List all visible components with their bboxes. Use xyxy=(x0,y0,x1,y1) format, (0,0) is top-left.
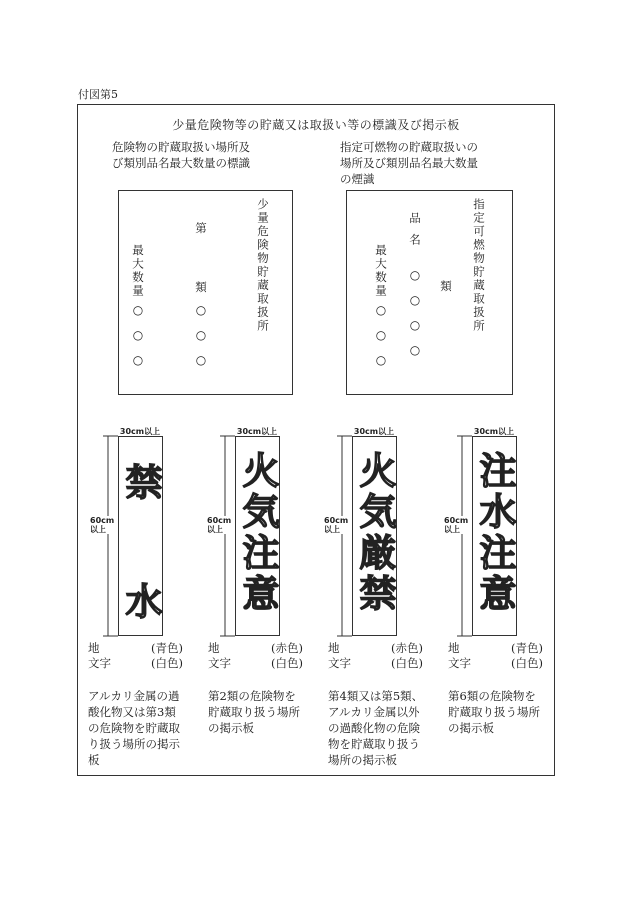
left-col-heading: 少量危険物貯蔵取扱所 xyxy=(256,198,270,333)
sign-2-chars: 火気注意 xyxy=(236,451,279,615)
sign-1-width-label: 30cm以上 xyxy=(119,427,161,436)
sign-4-board xyxy=(472,436,517,636)
sign-2-description: 第2類の危険物を 貯蔵取り扱う場所 の掲示板 xyxy=(208,689,300,735)
sign-1-char-top: 禁 xyxy=(119,463,162,504)
sign-4 xyxy=(442,422,552,638)
sign-4-colors: 地 (青色) 文字 (白色) xyxy=(448,641,543,670)
sign-2-board xyxy=(235,436,280,636)
right-panel-caption: 指定可燃物の貯蔵取扱いの 場所及び類別品名最大数量 の煙識 xyxy=(340,140,478,186)
sign-3 xyxy=(322,422,432,638)
sign-3-colors: 地 (赤色) 文字 (白色) xyxy=(328,641,423,670)
sign-4-chars: 注水注意 xyxy=(473,451,516,615)
sign-3-width-label: 30cm以上 xyxy=(353,427,395,436)
sign-1-char-bottom: 水 xyxy=(119,582,162,623)
sign-1-colors: 地 (青色) 文字 (白色) xyxy=(88,641,183,670)
sign-1-board xyxy=(118,436,163,636)
sign-2-width-label: 30cm以上 xyxy=(236,427,278,436)
left-class-circles: ○○○ xyxy=(194,303,208,378)
left-col-class-bottom: 類 xyxy=(194,281,208,295)
left-max-circles: ○○○ xyxy=(131,303,145,378)
sign-2 xyxy=(205,422,315,638)
sign-2-height-label: 60cm 以上 xyxy=(207,516,232,534)
sign-1 xyxy=(88,422,198,638)
sign-4-height-label: 60cm 以上 xyxy=(444,516,469,534)
left-col-class-top: 第 xyxy=(194,222,208,236)
sign-4-width-label: 30cm以上 xyxy=(473,427,515,436)
sign-1-description: アルカリ金属の過 酸化物又は第3類 の危険物を貯蔵取 り扱う場所の掲示 板 xyxy=(88,689,180,767)
sign-1-height-label: 60cm 以上 xyxy=(90,516,115,534)
figure-title: 少量危険物等の貯蔵又は取扱い等の標識及び掲示板 xyxy=(172,118,460,132)
sign-3-description: 第4類又は第5類、 アルカリ金属以外 の過酸化物の危険 物を貯蔵取り扱う 場所の掲示板 xyxy=(328,689,424,767)
sign-3-chars: 火気厳禁 xyxy=(353,451,396,615)
figure-label: 付図第5 xyxy=(78,88,118,101)
left-col-max: 最大数量 xyxy=(131,244,145,298)
right-name-circles: ○○○○ xyxy=(408,268,422,368)
right-max-circles: ○○○ xyxy=(374,303,388,378)
sign-3-board xyxy=(352,436,397,636)
right-col-name: 品名 xyxy=(408,212,422,255)
sign-2-colors: 地 (赤色) 文字 (白色) xyxy=(208,641,303,670)
right-sign-box xyxy=(346,190,513,395)
right-col-max: 最大数量 xyxy=(374,244,388,298)
sign-3-height-label: 60cm 以上 xyxy=(324,516,349,534)
right-col-heading: 指定可燃物貯蔵取扱所 xyxy=(472,198,486,333)
sign-4-description: 第6類の危険物を 貯蔵取り扱う場所 の掲示板 xyxy=(448,689,540,735)
right-col-class: 類 xyxy=(439,280,453,294)
left-panel-caption: 危険物の貯蔵取扱い場所及 び類別品名最大数量の標識 xyxy=(112,140,250,170)
